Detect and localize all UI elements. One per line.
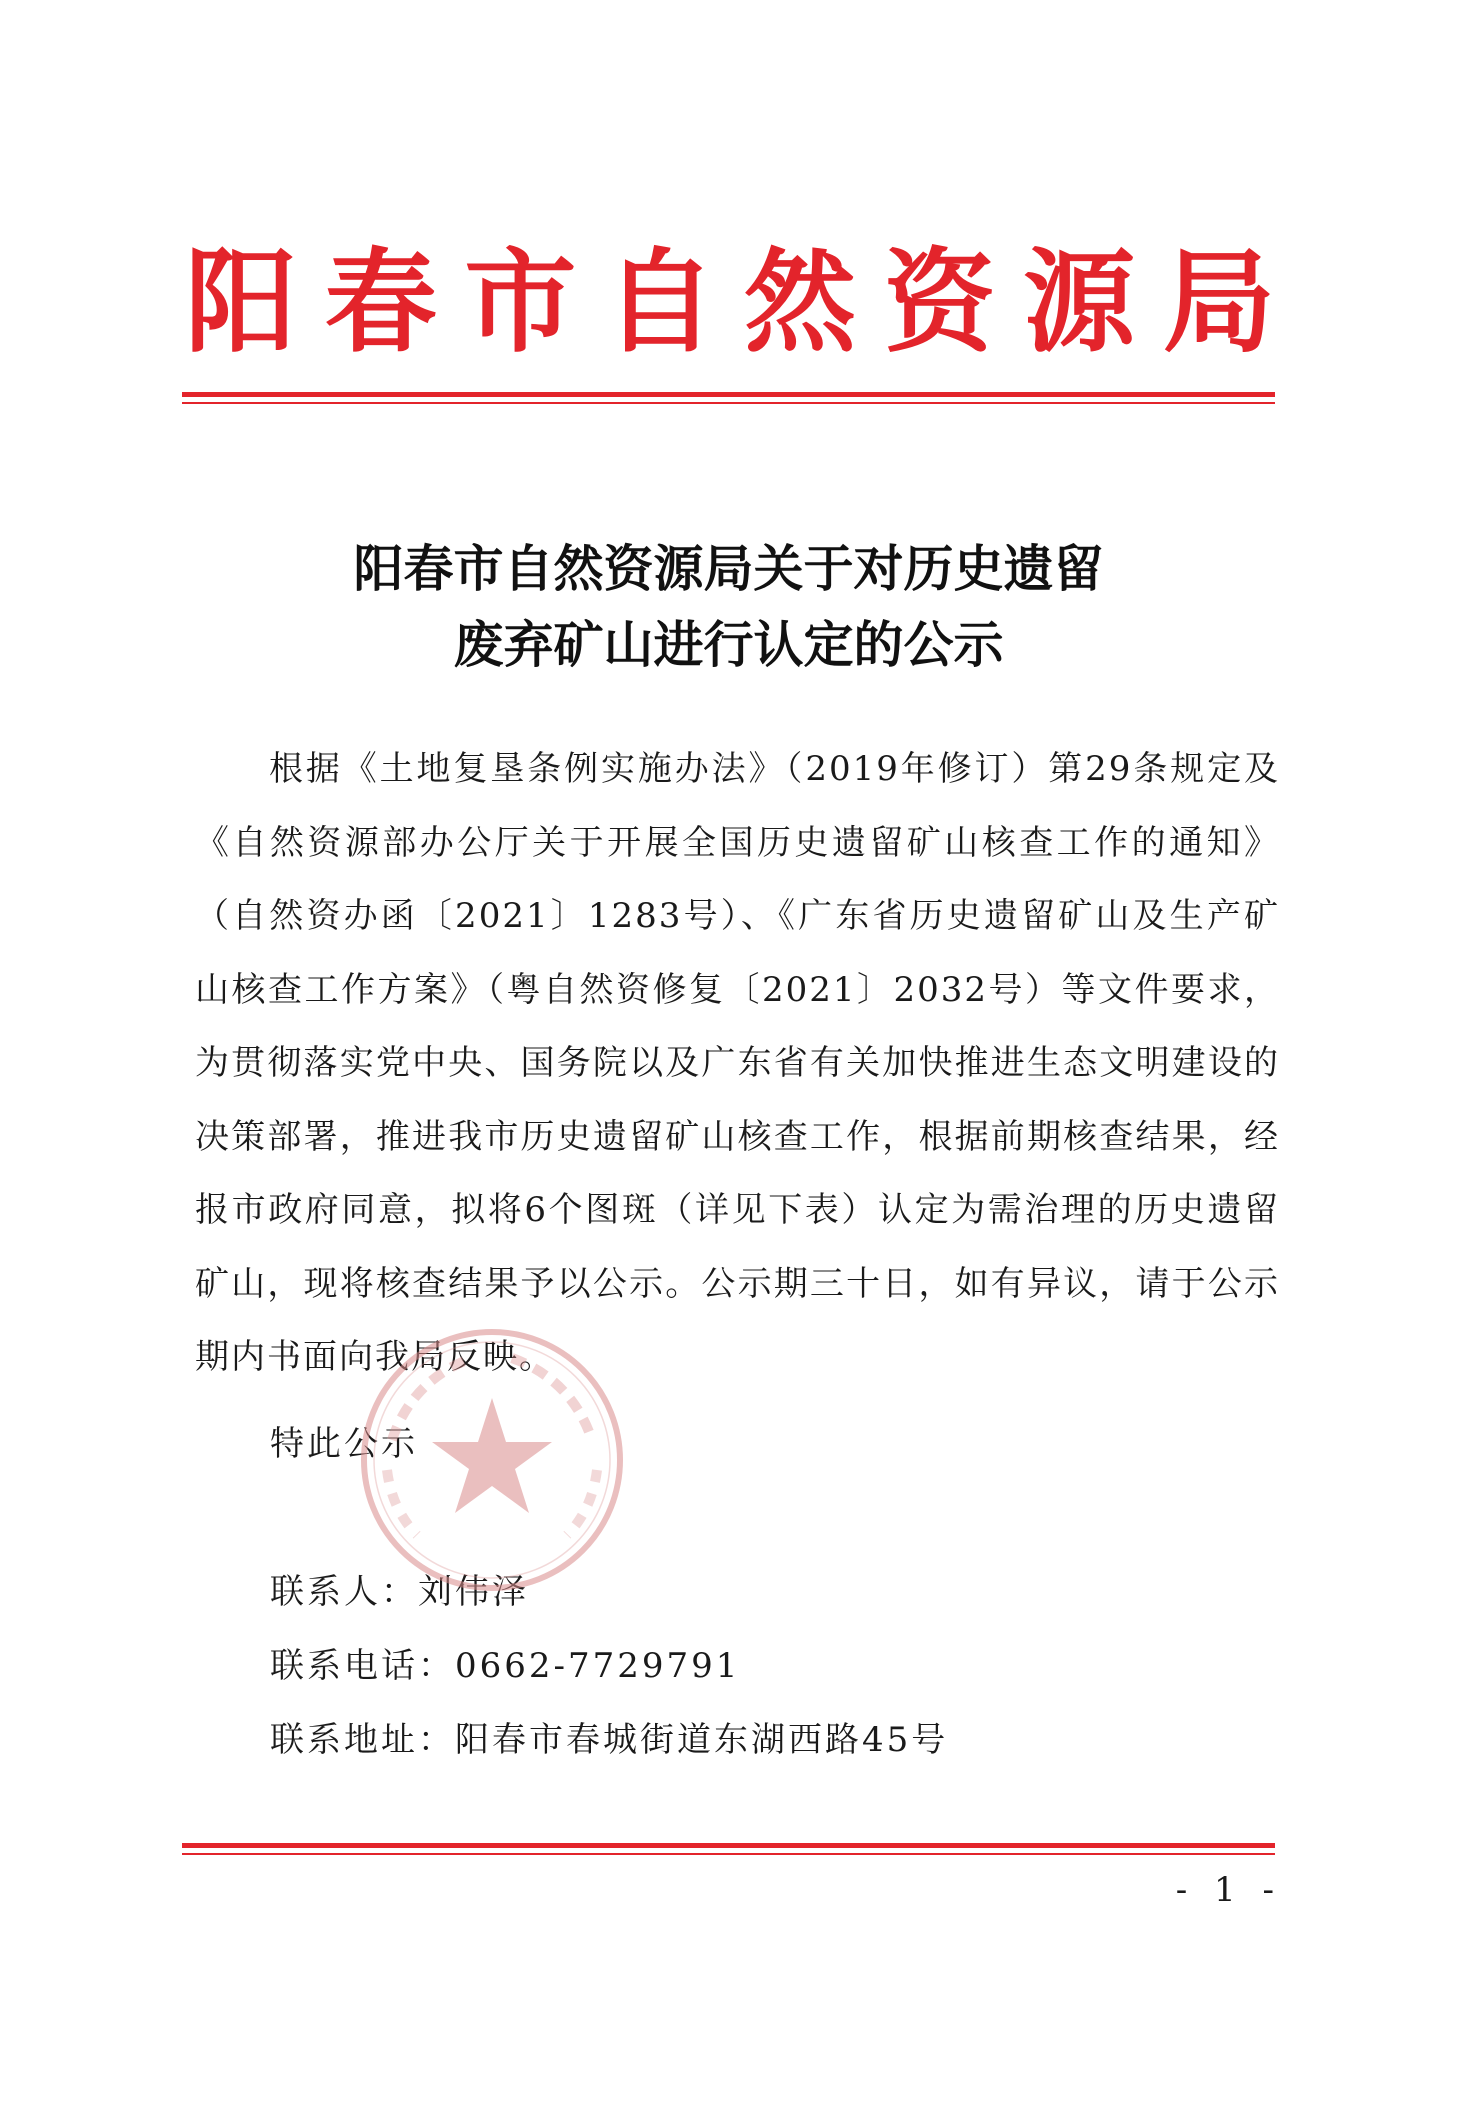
- closing-text: 特此公示: [270, 1424, 418, 1464]
- masthead-rule-thin: [182, 402, 1275, 404]
- contact-address: [270, 1704, 948, 1778]
- document-title-line-2: 废弃矿山进行认定的公示: [453, 615, 1004, 674]
- contact-person-value: 刘伟泽: [418, 1572, 529, 1612]
- contact-address-label: 联系地址：: [270, 1720, 455, 1760]
- contact-address-value: 阳春市春城街道东湖西路45号: [455, 1720, 949, 1760]
- masthead-char: 资: [883, 237, 996, 368]
- page-number: - 1 -: [1175, 1870, 1282, 1910]
- masthead-rule-thick: [182, 392, 1275, 397]
- document-title-line-1: 阳春市自然资源局关于对历史遗留: [353, 539, 1104, 598]
- footer-rule-thick: [182, 1843, 1275, 1848]
- contact-phone-value: 0662-7729791: [455, 1646, 741, 1686]
- masthead-title: [185, 238, 1275, 368]
- masthead-char: 市: [464, 237, 577, 368]
- masthead-char: 源: [1023, 237, 1136, 368]
- masthead-char: 阳: [185, 237, 297, 368]
- masthead-char: 自: [604, 237, 717, 368]
- masthead-char: 然: [743, 237, 856, 368]
- body-paragraph: 根据《土地复垦条例实施办法》（2019年修订）第29条规定及《自然资源部办公厅关于开展全国历史遗留矿山核查工作的通知》（自然资办函〔2021〕1283号）、《广东省历史遗留矿山及生产矿山核查工作方案》（粤自然资修复〔2021〕2032号）等文件要求，为贯彻落实党中央、国务院以及广东省有关加快推进生态文明建设的决策部署，推进我市历史遗留矿山核查工作，根据前期核查结果，经报市政府同意，拟将6个图斑（详见下表）认定为需治理的历史遗留矿山，现将核查结果予以公示。公示期三十日，如有异议，请于公示期内书面向我局反映。: [195, 749, 1280, 1377]
- footer-rule-thin: [182, 1853, 1275, 1855]
- contact-phone-label: 联系电话：: [270, 1646, 455, 1686]
- masthead-char: 春: [324, 237, 437, 368]
- contact-phone: [270, 1630, 740, 1704]
- official-seal-icon: [352, 1320, 632, 1600]
- contact-person-label: 联系人：: [270, 1572, 418, 1612]
- masthead-char: 局: [1162, 237, 1275, 368]
